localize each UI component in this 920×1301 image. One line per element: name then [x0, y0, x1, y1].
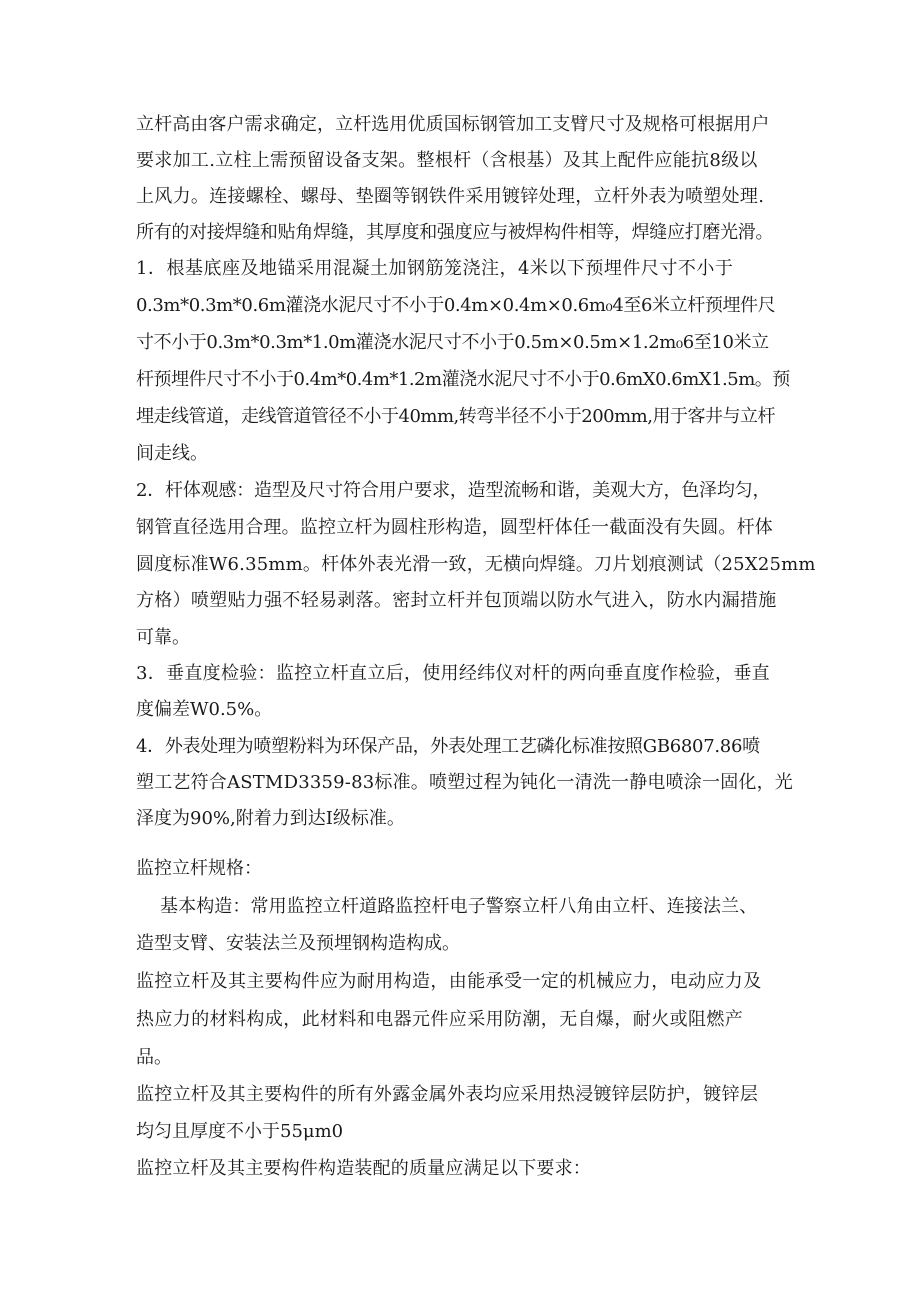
intro-line-4: 所有的对接焊缝和贴角焊缝，其厚度和强度应与被焊构件相等，焊缝应打磨光滑。: [136, 222, 774, 243]
item2-line-4: 方格）喷塑贴力强不轻易剥落。密封立杆并包顶端以防水气进入，防水内漏措施: [136, 590, 777, 611]
spec-heading: 监控立杆规格：: [136, 858, 262, 879]
spec-line-5: 品。: [136, 1047, 172, 1068]
spec-line-3: 监控立杆及其主要构件应为耐用构造，由能承受一定的机械应力，电动应力及: [136, 971, 762, 992]
spec-line-8: 监控立杆及其主要构件构造装配的质量应满足以下要求：: [136, 1158, 591, 1179]
intro-line-1: 立杆高由客户需求确定，立杆选用优质国标钢管加工支臂尺寸及规格可根据用户: [136, 114, 770, 135]
item3-line-1: 3．垂直度检验：监控立杆直立后，使用经纬仪对杆的两向垂直度作检验，垂直: [136, 663, 770, 684]
item2-line-2: 钢管直径选用合理。监控立杆为圆柱形构造，圆型杆体任一截面没有失圆。杆体: [136, 517, 773, 538]
spec-line-2: 造型支臂、安装法兰及预埋钢构造构成。: [136, 933, 460, 954]
item2-line-1: 2．杆体观感：造型及尺寸符合用户要求，造型流畅和谐，美观大方，色泽均匀，: [136, 480, 771, 501]
item3-line-2: 度偏差W0.5%。: [136, 699, 273, 720]
item1-line-3: 寸不小于0.3m*0.3m*1.0m灌浇水泥尺寸不小于0.5m×0.5m×1.2m₀6至10米立: [136, 332, 769, 353]
item4-line-2: 塑工艺符合ASTMD3359-83标准。喷塑过程为钝化一清洗一静电喷涂一固化，光: [136, 772, 793, 793]
spec-line-7: 均匀且厚度不小于55μm0: [136, 1121, 344, 1142]
item1-line-1: 1．根基底座及地锚采用混凝土加钢筋笼浇注，4米以下预埋件尺寸不小于: [136, 258, 734, 279]
spec-line-4: 热应力的材料构成，此材料和电器元件应采用防潮，无自爆，耐火或阻燃产: [136, 1009, 744, 1030]
item1-line-4: 杆预埋件尺寸不小于0.4m*0.4m*1.2m灌浇水泥尺寸不小于0.6mX0.6mX1.5m。预: [136, 369, 790, 390]
item1-line-5: 埋走线管道，走线管道管径不小于40mm,转弯半径不小于200mm,用于客井与立杆: [136, 406, 775, 427]
item2-line-3: 圆度标准W6.35mm。杆体外表光滑一致，无横向焊缝。刀片划痕测试（25X25mm: [136, 554, 816, 575]
intro-line-3: 上风力。连接螺栓、螺母、垫圈等钢铁件采用镀锌处理，立杆外表为喷塑处理.: [136, 186, 765, 207]
item2-line-5: 可靠。: [136, 627, 190, 648]
item1-line-6: 间走线。: [136, 443, 208, 464]
item4-line-1: 4．外表处理为喷塑粉料为环保产品，外表处理工艺磷化标准按照GB6807.86喷: [136, 736, 760, 757]
intro-line-2: 要求加工.立柱上需预留设备支架。整根杆（含根基）及其上配件应能抗8级以: [136, 150, 758, 171]
item1-line-2: 0.3m*0.3m*0.6m灌浇水泥尺寸不小于0.4m×0.4m×0.6m₀4至6米立杆预埋件尺: [136, 295, 776, 316]
item4-line-3: 泽度为90%,附着力到达Ⅰ级标准。: [136, 808, 405, 829]
spec-line-1: 基本构造：常用监控立杆道路监控杆电子警察立杆八角由立杆、连接法兰、: [160, 896, 758, 917]
spec-line-6: 监控立杆及其主要构件的所有外露金属外表均应采用热浸镀锌层防护，镀锌层: [136, 1084, 759, 1105]
